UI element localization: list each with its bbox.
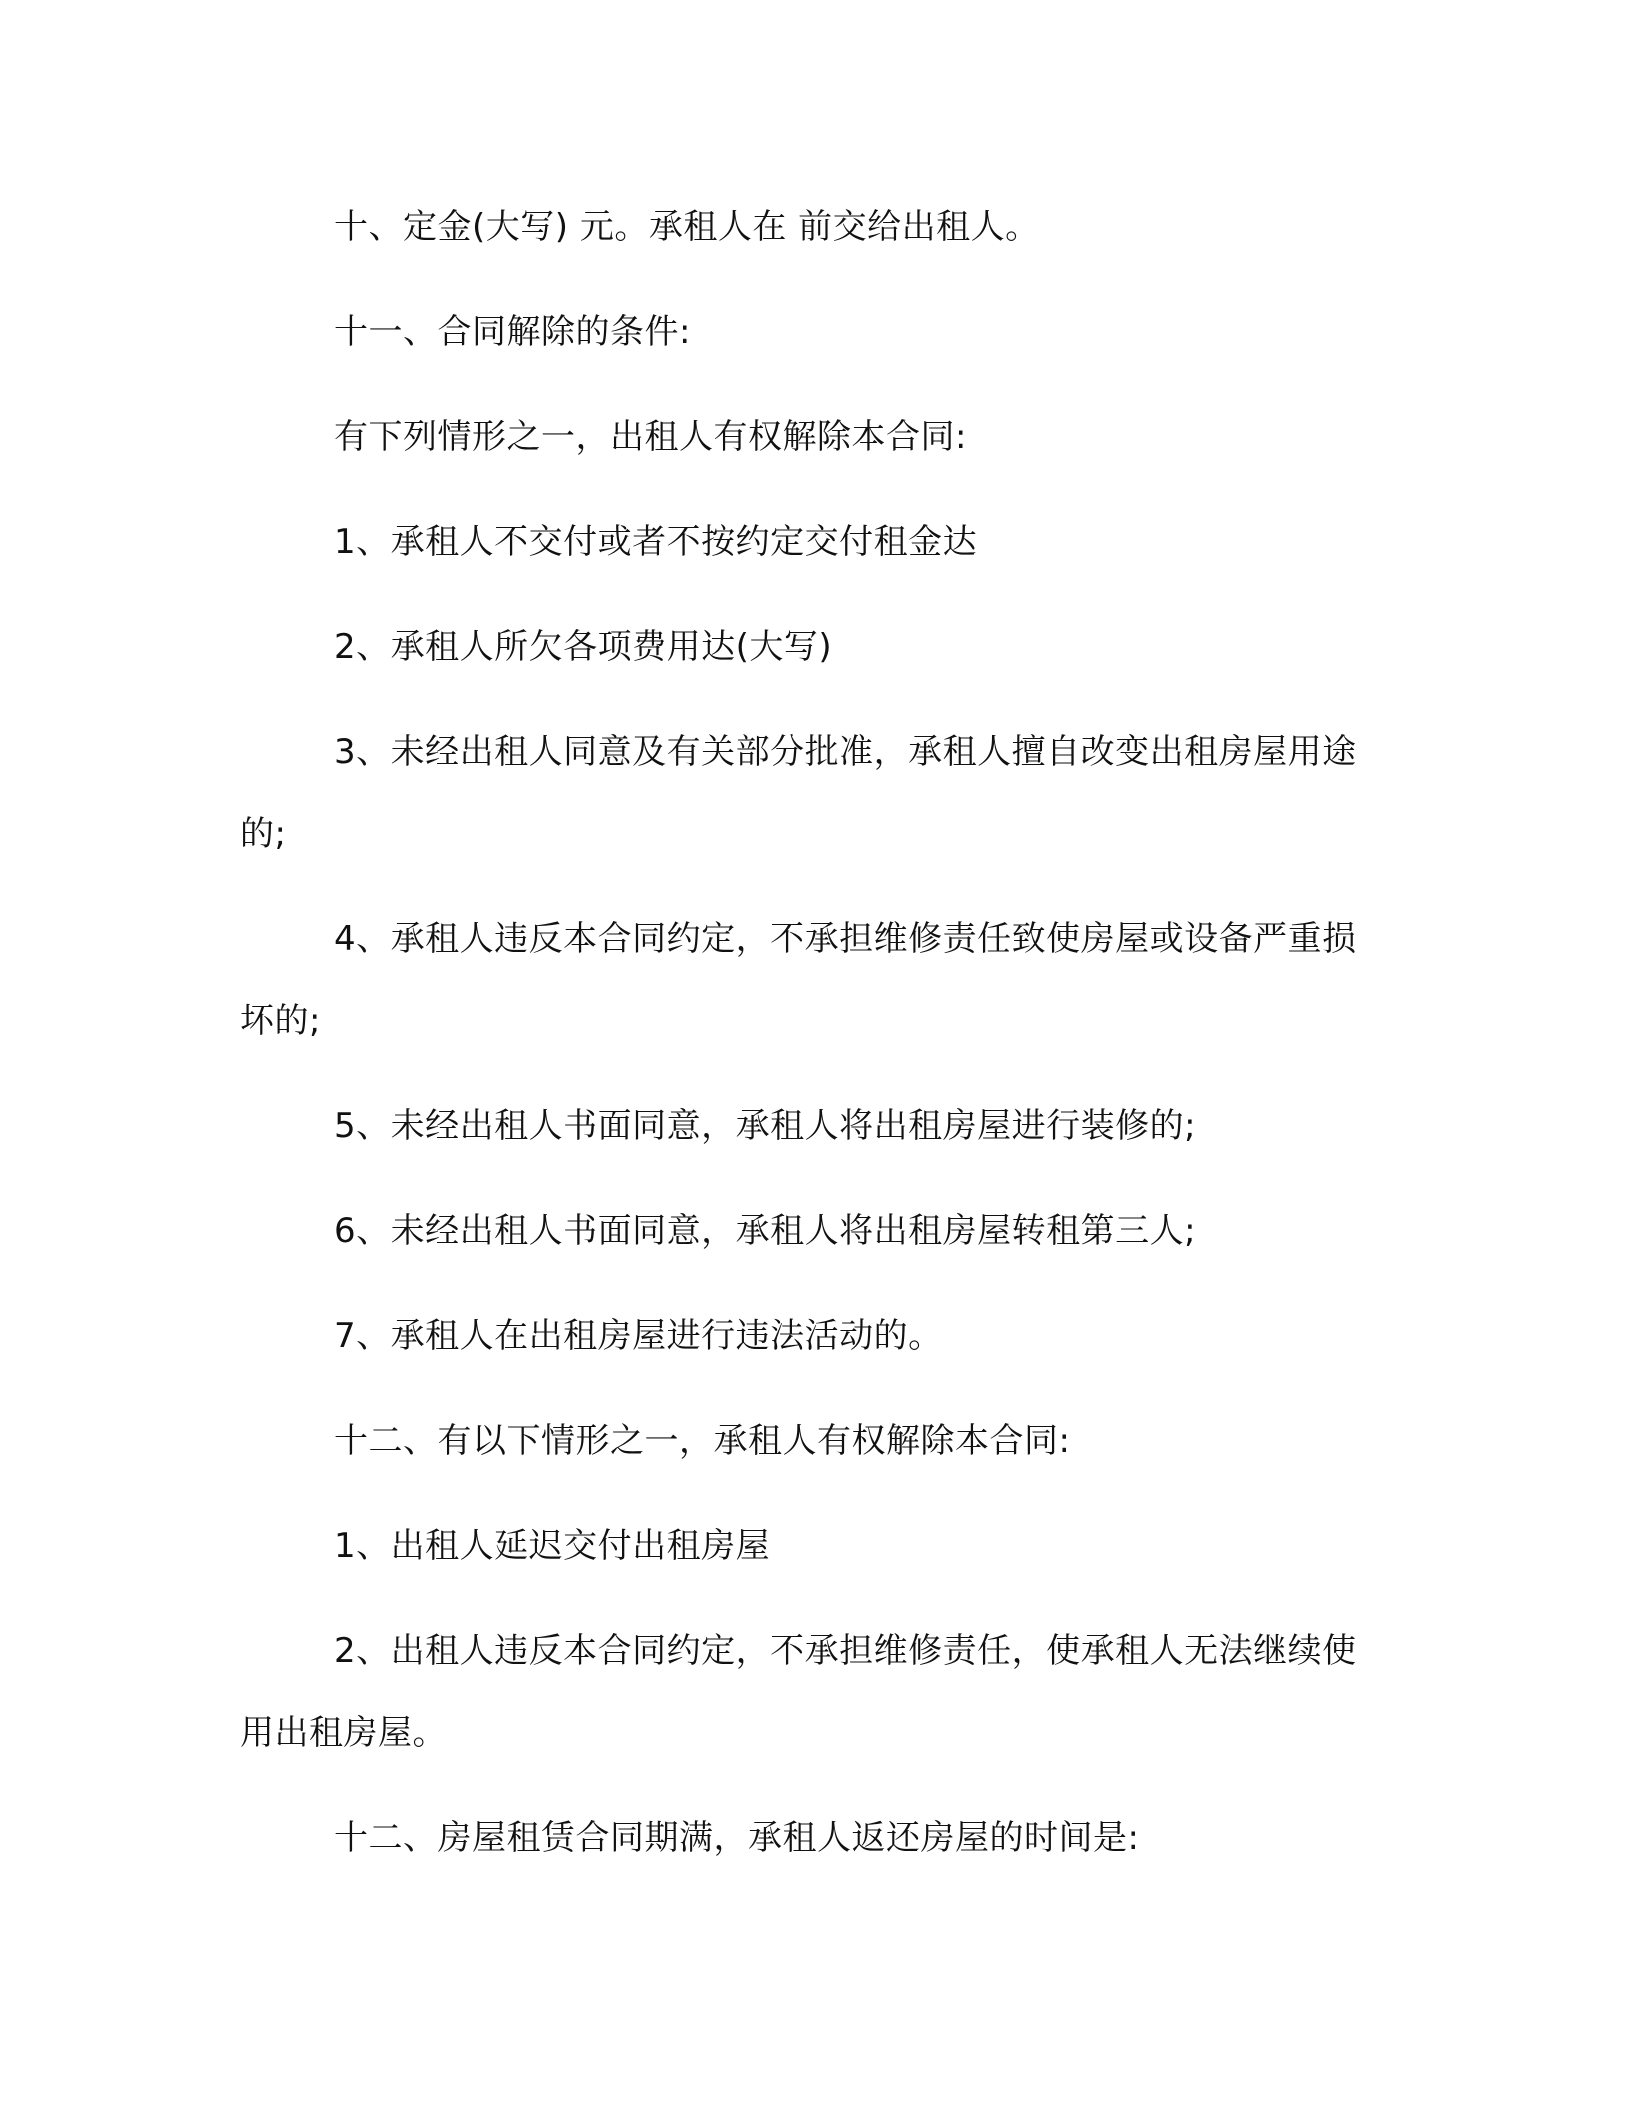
- tenant-condition-2: 2、出租人违反本合同约定，不承担维修责任，使承租人无法继续使用出租房屋。: [240, 1631, 1357, 1753]
- landlord-condition-7: 7、承租人在出租房屋进行违法活动的。: [334, 1316, 943, 1356]
- landlord-condition-3: 3、未经出租人同意及有关部分批准，承租人擅自改变出租房屋用途的;: [240, 732, 1357, 854]
- landlord-condition-2: 2、承租人所欠各项费用达(大写): [334, 627, 833, 667]
- tenant-condition-1: 1、出租人延迟交付出租房屋: [334, 1526, 771, 1566]
- clause-termination-heading: 十一、合同解除的条件:: [334, 312, 691, 352]
- clause-landlord-rights-intro: 有下列情形之一，出租人有权解除本合同:: [334, 417, 967, 457]
- document-body: [240, 186, 1370, 1879]
- landlord-condition-4: 4、承租人违反本合同约定，不承担维修责任致使房屋或设备严重损坏的;: [240, 919, 1357, 1041]
- landlord-condition-5: 5、未经出租人书面同意，承租人将出租房屋进行装修的;: [334, 1106, 1197, 1146]
- clause-deposit: 十、定金(大写) 元。承租人在 前交给出租人。: [334, 207, 1040, 247]
- clause-tenant-rights-heading: 十二、有以下情形之一，承租人有权解除本合同:: [334, 1421, 1071, 1461]
- landlord-condition-6: 6、未经出租人书面同意，承租人将出租房屋转租第三人;: [334, 1211, 1197, 1251]
- clause-return-time: 十二、房屋租赁合同期满，承租人返还房屋的时间是:: [334, 1818, 1140, 1858]
- landlord-condition-1: 1、承租人不交付或者不按约定交付租金达: [334, 522, 978, 562]
